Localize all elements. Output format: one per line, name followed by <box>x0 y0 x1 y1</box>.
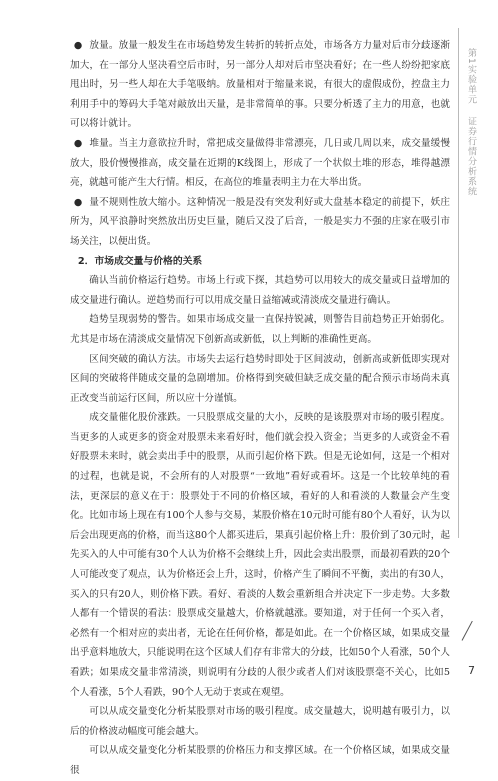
bullet-paragraph <box>70 193 450 252</box>
margin-divider <box>458 28 459 538</box>
body-paragraph: 确认当前价格运行趋势。市场上行或下探，其趋势可以用较大的成交量或日益增加的成交量进行确认。逆趋势而行可以用成交量日益缩减或清淡成交量进行确认。 <box>70 275 450 306</box>
body-paragraph: 可以从成交量变化分析某股票的价格压力和支撑区域。在一个价格区域，如果成交量很 <box>70 745 450 776</box>
bullet-text: 量不规则性放大缩小。这种情况一般是没有突发利好或大盘基本稳定的前提下，妖庄所为，风平浪静时突然放出历史巨量，随后又没了后音，一般是实力不强的庄家在吸引市场关注，以便出货。 <box>70 196 450 247</box>
chapter-side-tab <box>464 48 478 197</box>
section-label: 证券行情分析系统 <box>466 116 476 197</box>
bullet-paragraph <box>70 36 450 134</box>
chapter-label: 第1实验单元 <box>466 48 476 105</box>
bullet-text: 堆量。当主力意欲拉升时，常把成交量做得非常漂亮，几日或几周以来，成交量缓慢放大，股价慢慢推高，成交量在近期的K线图上，形成了一个状似土堆的形态，堆得越漂亮，就越可能产生大行情。相反，在高位的堆量表明主力在大举出货。 <box>70 137 450 189</box>
bullet-text: 放量。放量一般发生在市场趋势发生转折的转折点处，市场各方力量对后市分歧逐渐加大，在一部分人坚决看空后市时，另一部分人却对后市坚决看好；在一些人纷纷把家底甩出时，另一些人却在大手笔吸纳。放量相对于缩量来说，有很大的虚假成份，控盘主力利用手中的筹码大手笔对敲放出天量，是非常简单的事。只要分析透了主力的用意，也就可以将计就计。 <box>70 40 450 130</box>
bullet-dot-icon: ● <box>73 137 83 149</box>
bullet-paragraph <box>70 134 450 193</box>
page-number: 7 <box>468 664 475 677</box>
body-paragraph: 趋势呈现弱势的警告。如果市场成交量一直保持锐减，则警告目前趋势正开始弱化。尤其是市场在清淡成交量情况下创新高或新低，以上判断的准确性更高。 <box>70 314 450 345</box>
body-paragraph: 区间突破的确认方法。市场失去运行趋势时即处于区间波动，创新高或新低即实现对区间的突破将伴随成交量的急剧增加。价格得到突破但缺乏成交量的配合预示市场尚未真正改变当前运行区间，所以应十分谨慎。 <box>70 353 450 404</box>
page-number-slash <box>462 621 473 641</box>
body-paragraph: 成交量催化股价涨跌。一只股票成交量的大小，反映的是该股票对市场的吸引程度。当更多的人或更多的资金对股票未来看好时，他们就会投入资金；当更多的人或资金不看好股票未来时，就会卖出手中的股票，从而引起价格下跌。但是无论如何，这是一个相对的过程，也就是说，不会所有的人对股票“一致地”看好或看坏。这是一个比较单纯的看法，更深层的意义在于：股票处于不同的价格区域，看好的人和看淡的人数量会产生变化。比如市场上现在有100个人参与交易，某股价格在10元时可能有80个人看好，认为以后会出现更高的价格，而当这80个人都买进后，果真引起价格上升：股价到了30元时，起先买入的人中可能有30个人认为价格不会继续上升，因此会卖出股票，而最初看跌的20个人可能改变了观点，认为价格还会上升，这时，价格产生了瞬间不平衡，卖出的有30人，买入的只有20人，则价格下跌。看好、看淡的人数会重新组合并决定下一步走势。大多数人都有一个错误的看法：股票成交量越大，价格就越涨。要知道，对于任何一个买入者，必然有一个相对应的卖出者，无论在任何价格，都是如此。在一个价格区域，如果成交量出乎意料地放大，只能说明在这个区域人们存有非常大的分歧，比如50个人看涨，50个人看跌；如果成交量非常清淡，则说明有分歧的人很少或者人们对该股票毫不关心，比如5个人看涨，5个人看跌，90个人无动于衷或在观望。 <box>70 412 450 698</box>
section-heading: 2．市场成交量与价格的关系 <box>77 255 203 267</box>
bullet-dot-icon: ● <box>73 196 83 208</box>
bullet-dot-icon: ● <box>73 40 83 51</box>
body-paragraph: 可以从成交量变化分析某股票对市场的吸引程度。成交量越大，说明越有吸引力，以后的价格波动幅度可能会越大。 <box>70 706 450 737</box>
page-body <box>70 36 450 781</box>
